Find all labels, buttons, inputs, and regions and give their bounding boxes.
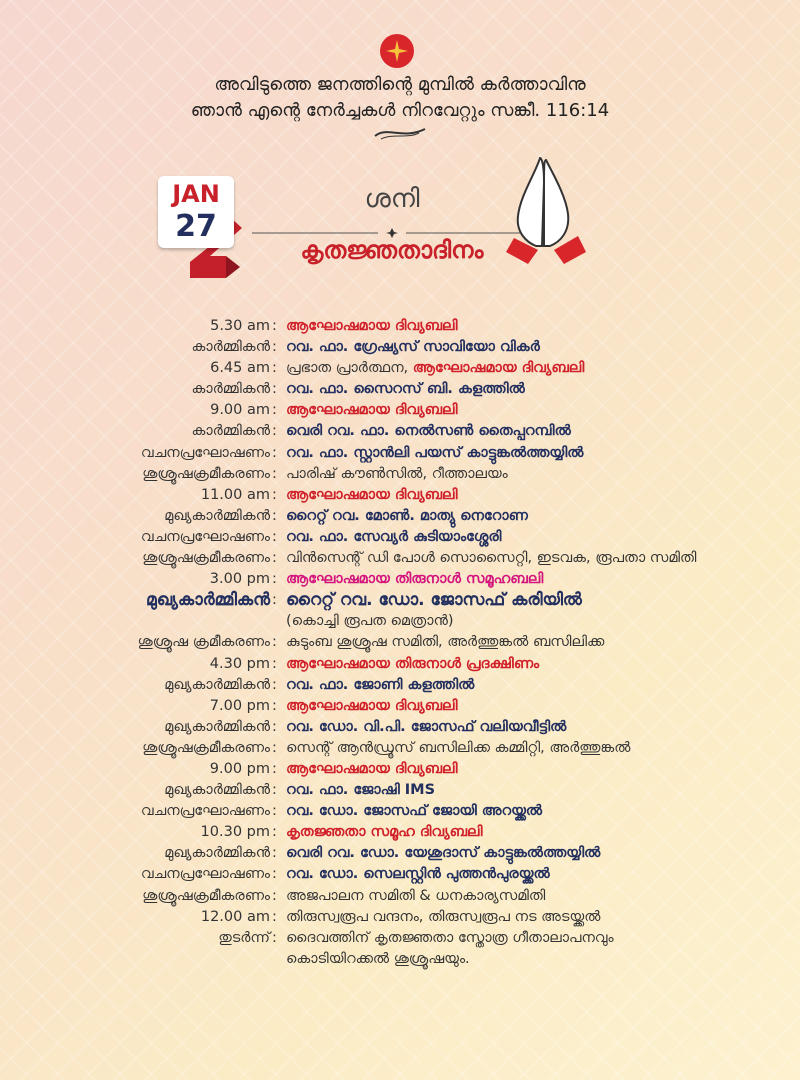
schedule-label: കാർമ്മികൻ — [191, 381, 270, 398]
schedule-value-text: ആഘോഷമായ ദിവ്യബലി — [286, 486, 458, 503]
schedule-value — [286, 527, 501, 548]
schedule-label: വചനപ്രഘോഷണം — [140, 803, 270, 820]
schedule-colon: : — [272, 571, 277, 588]
schedule-value — [286, 759, 458, 780]
schedule-row — [0, 632, 800, 653]
schedule-row — [0, 421, 800, 442]
schedule-row — [0, 443, 800, 464]
schedule-value-text: വെരി റവ. ഫാ. നെൽസൺ തൈപ്പറമ്പിൽ — [286, 423, 571, 440]
schedule-value — [286, 548, 696, 569]
schedule-value — [286, 506, 528, 527]
schedule-value — [286, 738, 630, 759]
schedule-label: മുഖ്യകാർമ്മികൻ — [164, 676, 270, 693]
schedule-value-text: റൈറ്റ് റവ. മോൺ. മാത്യു നെറോണ — [286, 507, 528, 524]
schedule-row — [0, 675, 800, 696]
schedule-row — [0, 864, 800, 885]
schedule-value — [286, 316, 458, 337]
schedule-value-text: ആഘോഷമായ ദിവ്യബലി — [286, 760, 458, 777]
verse-line-2: ഞാൻ എന്റെ നേർച്ചകൾ നിറവേറ്റും സങ്കീ. 116:14 — [190, 100, 610, 121]
schedule-label: ശുശ്രൂഷക്രമീകരണം — [142, 887, 270, 904]
swash-ornament-icon — [373, 124, 427, 142]
verse-block — [0, 72, 800, 124]
schedule-label: 4.30 pm — [209, 655, 270, 672]
schedule-colon: : — [272, 824, 277, 841]
schedule-colon: : — [272, 782, 277, 799]
schedule-row — [0, 886, 800, 907]
schedule-value-text: ദൈവത്തിന് കൃതജ്ഞതാ സ്തോത്ര ഗീതാലാപനവും — [286, 929, 614, 946]
schedule-row — [0, 759, 800, 780]
schedule-colon: : — [272, 465, 277, 482]
schedule-value-text: കുടുംബ ശുശ്രൂഷ സമിതി, അർത്തുങ്കൽ ബസിലിക്ക — [286, 634, 605, 651]
schedule-value-text: കൃതജ്ഞതാ സമൂഹ ദിവ്യബലി — [286, 824, 483, 841]
schedule-value-highlight: ആഘോഷമായ ദിവ്യബലി — [412, 360, 585, 377]
schedule-row-continuation — [0, 949, 800, 970]
schedule-colon: : — [272, 486, 277, 503]
schedule-colon: : — [272, 507, 277, 524]
schedule-colon: : — [272, 866, 277, 883]
schedule-row — [0, 506, 800, 527]
schedule-value-text: റവ. ഫാ. ജോണി കളത്തിൽ — [286, 676, 475, 693]
schedule-value-text: റവ. ഫാ. സൈറസ് ബി. കളത്തിൽ — [286, 381, 525, 398]
schedule-row — [0, 316, 800, 337]
schedule-value-text: റവ. ഫാ. ജോഷി IMS — [286, 782, 436, 799]
schedule-colon: : — [272, 697, 277, 714]
schedule-label: മുഖ്യകാർമ്മികൻ — [146, 590, 270, 611]
schedule-row-continuation — [0, 611, 800, 632]
calendar-day: 27 — [175, 209, 217, 244]
schedule-label: ശുശ്രൂഷക്രമീകരണം — [142, 465, 270, 482]
schedule-value-text: റവ. ഡോ. വി.പി. ജോസഫ് വലിയവീട്ടിൽ — [286, 718, 567, 735]
praying-hands-icon — [506, 152, 586, 264]
schedule-label: 6.45 am — [210, 360, 270, 377]
calendar-month: JAN — [172, 180, 220, 208]
schedule-colon: : — [272, 739, 277, 756]
schedule-row — [0, 654, 800, 675]
weekday-title: ശനി — [364, 184, 420, 214]
schedule-value — [286, 358, 584, 379]
schedule-value-text: റവ. ഡോ. സെലസ്റ്റിൻ പുത്തൻപുരയ്ക്കൽ — [286, 866, 550, 883]
schedule-value — [286, 801, 542, 822]
schedule-value — [286, 780, 435, 801]
schedule-value-text: ആഘോഷമായ തിരുനാൾ സമൂഹബലി — [286, 571, 544, 588]
schedule-value — [286, 485, 458, 506]
schedule-row — [0, 400, 800, 421]
schedule-label: ശുശ്രൂഷക്രമീകരണം — [142, 739, 270, 756]
schedule-label: 5.30 am — [210, 318, 270, 334]
schedule-colon: : — [272, 929, 277, 946]
feast-title: കൃതജ്ഞതാദിനം — [300, 236, 484, 264]
schedule-colon: : — [272, 803, 277, 820]
schedule-list — [0, 316, 800, 970]
schedule-row — [0, 379, 800, 400]
schedule-value-text: ആഘോഷമായ ദിവ്യബലി — [286, 402, 458, 419]
schedule-row — [0, 928, 800, 949]
schedule-label: ശുശ്രൂഷ ക്രമീകരണം — [137, 634, 270, 651]
schedule-colon: : — [272, 592, 277, 609]
schedule-value-text: വിൻസെന്റ് ഡി പോൾ സൊസൈറ്റി, ഇടവക, രൂപതാ സമിതി — [286, 550, 697, 567]
schedule-colon: : — [272, 423, 277, 440]
schedule-value-text: ആഘോഷമായ തിരുനാൾ പ്രദക്ഷിണം — [286, 655, 540, 672]
schedule-value-text: റൈറ്റ് റവ. ഡോ. ജോസഫ് കരിയിൽ — [286, 590, 582, 611]
schedule-colon: : — [272, 845, 277, 862]
schedule-value — [286, 717, 566, 738]
schedule-label: മുഖ്യകാർമ്മികൻ — [164, 507, 270, 524]
schedule-row — [0, 738, 800, 759]
schedule-value — [286, 822, 483, 843]
schedule-colon: : — [272, 634, 277, 651]
schedule-row — [0, 569, 800, 590]
schedule-value-text: സെന്റ് ആൻഡ്രൂസ് ബസിലിക്ക കമ്മിറ്റി, അർത്തുങ്കൽ — [286, 739, 631, 756]
schedule-value-text: റവ. ഫാ. സേവ്യർ കുടിയാംശ്ശേരി — [286, 528, 502, 545]
schedule-label: കാർമ്മികൻ — [191, 423, 270, 440]
schedule-value — [286, 632, 604, 653]
schedule-value — [286, 569, 543, 590]
schedule-value — [286, 886, 545, 907]
schedule-value — [286, 654, 539, 675]
schedule-row — [0, 527, 800, 548]
schedule-value-text: തിരുസ്വരൂപ വന്ദനം, തിരുസ്വരൂപ നട അടയ്ക്കൽ — [286, 908, 601, 925]
schedule-label: 9.00 am — [210, 402, 270, 419]
schedule-value — [286, 337, 540, 358]
schedule-colon: : — [272, 318, 277, 334]
schedule-value-text: റവ. ഡോ. ജോസഫ് ജോയി അറയ്ക്കൽ — [286, 803, 543, 820]
schedule-colon: : — [272, 528, 277, 545]
schedule-value — [286, 464, 508, 485]
schedule-value — [286, 864, 550, 885]
schedule-value — [286, 400, 458, 421]
schedule-label: 12.00 am — [200, 908, 270, 925]
schedule-value — [286, 843, 600, 864]
schedule-continuation: കൊടിയിറക്കൽ ശുശ്രൂഷയും. — [286, 950, 470, 967]
star-badge-icon — [380, 34, 414, 68]
schedule-label: വചനപ്രഘോഷണം — [140, 528, 270, 545]
schedule-colon: : — [272, 402, 277, 419]
schedule-row — [0, 907, 800, 928]
schedule-value-text: റവ. ഫാ. ഗ്രേഷ്യസ് സാവിയോ വികർ — [286, 339, 540, 356]
schedule-label: 11.00 am — [200, 486, 270, 503]
schedule-label: 7.00 pm — [209, 697, 270, 714]
schedule-value-text: റവ. ഫാ. സ്റ്റാൻലി പയസ് കാട്ടുങ്കൽത്തയ്യിൽ — [286, 444, 584, 461]
schedule-row — [0, 590, 800, 611]
schedule-value-text: വെരി റവ. ഡോ. യേശുദാസ് കാട്ടുങ്കൽത്തയ്യിൽ — [286, 845, 601, 862]
schedule-label: 3.00 pm — [209, 571, 270, 588]
schedule-value — [286, 675, 474, 696]
schedule-row — [0, 801, 800, 822]
schedule-colon: : — [272, 908, 277, 925]
schedule-colon: : — [272, 360, 277, 377]
schedule-value-text: ആഘോഷമായ ദിവ്യബലി — [286, 318, 458, 334]
schedule-row — [0, 780, 800, 801]
schedule-value — [286, 379, 525, 400]
schedule-row — [0, 548, 800, 569]
schedule-label: തുടർന്ന് — [218, 929, 270, 946]
schedule-label: മുഖ്യകാർമ്മികൻ — [164, 845, 270, 862]
schedule-continuation: (കൊച്ചി രൂപത മെത്രാൻ) — [286, 613, 454, 630]
schedule-label: 9.00 pm — [209, 760, 270, 777]
schedule-colon: : — [272, 381, 277, 398]
schedule-colon: : — [272, 550, 277, 567]
schedule-colon: : — [272, 339, 277, 356]
schedule-colon: : — [272, 444, 277, 461]
schedule-row — [0, 717, 800, 738]
schedule-label: വചനപ്രഘോഷണം — [140, 866, 270, 883]
schedule-value — [286, 443, 583, 464]
schedule-row — [0, 696, 800, 717]
schedule-value — [286, 907, 600, 928]
schedule-row — [0, 822, 800, 843]
schedule-label: 10.30 pm — [200, 824, 270, 841]
schedule-value-text: പ്രഭാത പ്രാർത്ഥന, — [286, 360, 413, 377]
schedule-value-text: പാരിഷ് കൗൺസിൽ, റീത്താലയം — [286, 465, 508, 482]
schedule-row — [0, 337, 800, 358]
verse-line-1: അവിടുത്തെ ജനത്തിന്റെ മുമ്പിൽ കർത്താവിനു — [214, 74, 586, 95]
schedule-label: ശുശ്രൂഷക്രമീകരണം — [142, 550, 270, 567]
schedule-label: മുഖ്യകാർമ്മികൻ — [164, 782, 270, 799]
schedule-label: കാർമ്മികൻ — [191, 339, 270, 356]
schedule-value — [286, 590, 582, 611]
schedule-colon: : — [272, 887, 277, 904]
schedule-colon: : — [272, 676, 277, 693]
schedule-colon: : — [272, 760, 277, 777]
schedule-value — [286, 696, 458, 717]
schedule-row — [0, 358, 800, 379]
schedule-value-text: അജപാലന സമിതി & ധനകാര്യസമിതി — [286, 887, 546, 904]
schedule-value — [286, 928, 614, 949]
schedule-colon: : — [272, 718, 277, 735]
schedule-value-text: ആഘോഷമായ ദിവ്യബലി — [286, 697, 458, 714]
schedule-row — [0, 485, 800, 506]
calendar-date — [158, 176, 234, 248]
schedule-value — [286, 421, 571, 442]
schedule-label: മുഖ്യകാർമ്മികൻ — [164, 718, 270, 735]
schedule-colon: : — [272, 655, 277, 672]
schedule-row — [0, 464, 800, 485]
schedule-row — [0, 843, 800, 864]
schedule-label: വചനപ്രഘോഷണം — [140, 444, 270, 461]
